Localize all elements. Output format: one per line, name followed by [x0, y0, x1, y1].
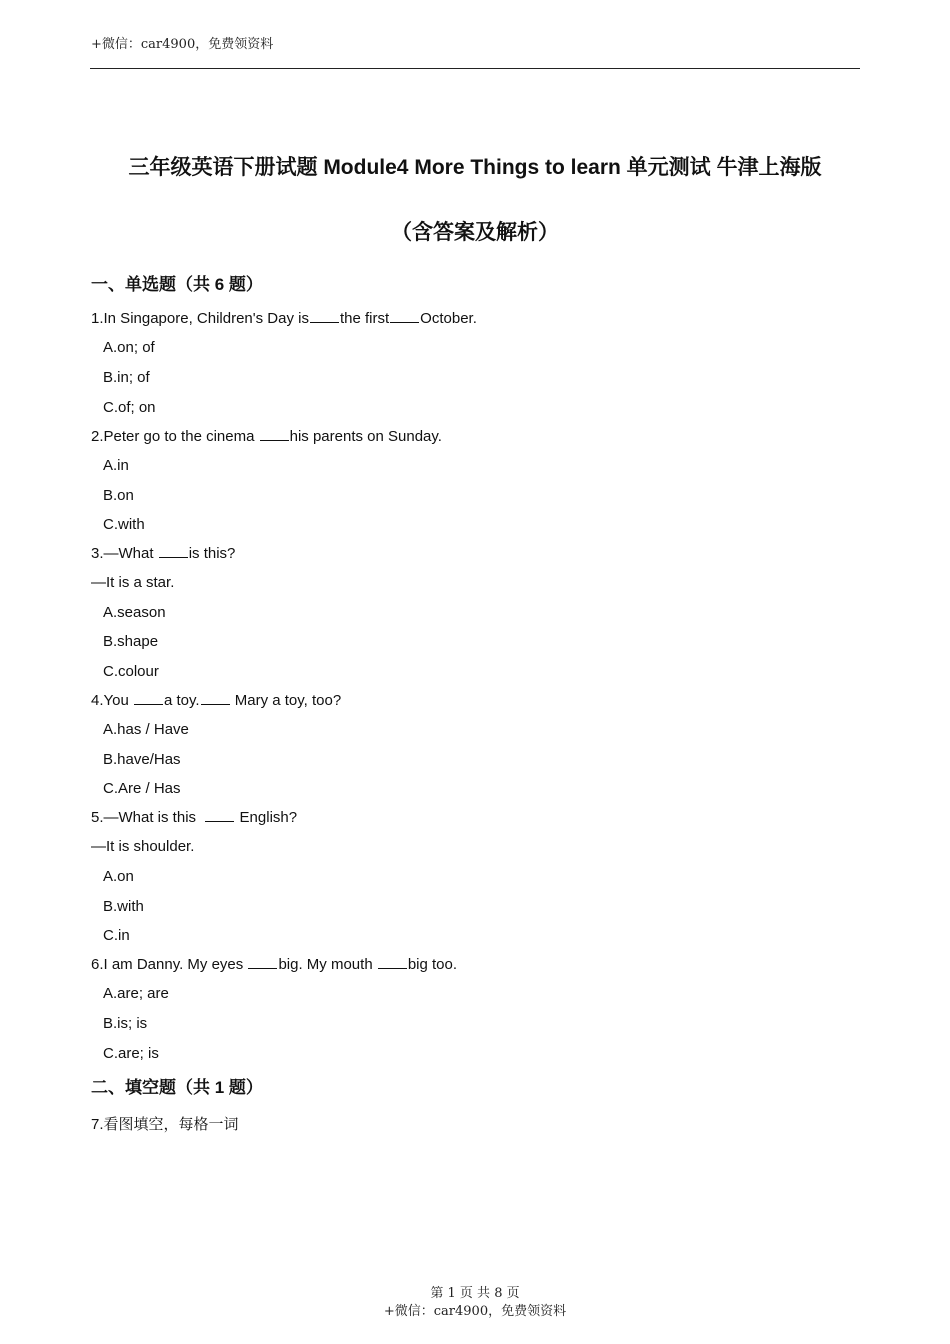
question-4-option-b: B.have/Has: [103, 751, 181, 768]
answer-blank: [134, 692, 163, 705]
question-1-option-a: A.on; of: [103, 339, 155, 356]
question-3-option-b: B.shape: [103, 633, 159, 650]
question-6-option-a: A.are; are: [103, 985, 169, 1002]
answer-blank: [159, 545, 188, 558]
question-5-dialogue: —It is shoulder.: [91, 838, 195, 855]
question-2: 2.Peter go to the cinema his parents on Sunday.: [91, 428, 442, 445]
question-2-option-c: C.with: [103, 516, 145, 533]
question-1: 1.In Singapore, Children's Day is the first October.: [91, 310, 477, 327]
question-6-option-c: C.are; is: [103, 1045, 159, 1062]
question-2-option-a: A.in: [103, 457, 129, 474]
section-heading-fill-blank: 二、填空题（共 1 题）: [91, 1078, 263, 1097]
question-4-option-c: C.Are / Has: [103, 780, 181, 797]
question-4: 4.You a toy. Mary a toy, too?: [91, 692, 342, 709]
question-3-dialogue: —It is a star.: [91, 574, 175, 591]
question-2-option-b: B.on: [103, 487, 134, 504]
answer-blank: [205, 809, 234, 822]
answer-blank: [248, 956, 277, 969]
header-divider: [90, 68, 860, 69]
answer-blank: [390, 310, 419, 323]
answer-blank: [310, 310, 339, 323]
answer-blank: [201, 692, 230, 705]
question-5: 5.—What is this English?: [91, 809, 298, 826]
answer-blank: [378, 956, 407, 969]
question-1-option-b: B.in; of: [103, 369, 150, 386]
question-6: 6.I am Danny. My eyes big. My mouth big too.: [91, 956, 458, 973]
header-contact: +微信：car4900，免费领资料: [91, 37, 274, 52]
answer-blank: [260, 428, 289, 441]
question-5-option-b: B.with: [103, 898, 144, 915]
question-3-option-a: A.season: [103, 604, 166, 621]
question-3: 3.—What is this?: [91, 545, 236, 562]
question-6-option-b: B.is; is: [103, 1015, 148, 1032]
question-3-option-c: C.colour: [103, 663, 159, 680]
document-title: 三年级英语下册试题 Module4 More Things to learn 单元测试 牛津上海版: [128, 156, 822, 179]
section-heading-single-choice: 一、单选题（共 6 题）: [91, 275, 263, 294]
question-7: 7.看图填空，每格一词: [91, 1116, 239, 1133]
page-number: 第 1 页 共 8 页: [430, 1286, 520, 1301]
question-4-option-a: A.has / Have: [103, 721, 189, 738]
question-5-option-c: C.in: [103, 927, 130, 944]
question-1-option-c: C.of; on: [103, 399, 156, 416]
document-subtitle: （含答案及解析）: [391, 221, 559, 244]
question-5-option-a: A.on: [103, 868, 134, 885]
footer-contact: +微信：car4900，免费领资料: [383, 1304, 567, 1319]
